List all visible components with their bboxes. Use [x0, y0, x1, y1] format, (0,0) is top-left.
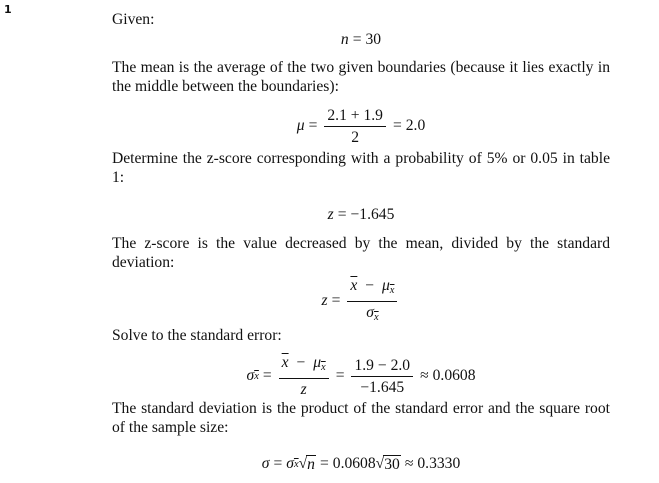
paragraph-standard-error: Solve to the standard error: [112, 327, 282, 344]
equation-z-definition [112, 276, 610, 323]
eq-zdef-denominator [363, 302, 381, 326]
eq-se-sigma: σ [246, 367, 255, 384]
eq-sd-coefficient: 0.0608 [332, 455, 376, 472]
eq-se-approx: ≈ [420, 367, 429, 384]
eq-se-equals-2: = [335, 367, 345, 384]
eq-mu-lhs: μ [296, 117, 305, 134]
paragraph-mean: The mean is the average of the two given boundaries (because it lies exactly in the middle between the boundaries): [112, 59, 610, 95]
eq-n-value: 30 [365, 31, 382, 48]
eq-se-denominator-1: z [300, 381, 307, 398]
eq-zdef-lhs: z [321, 292, 328, 309]
eq-sd-radicand-2: 30 [384, 456, 400, 473]
eq-se-numerator-1 [279, 354, 329, 379]
eq-se-sigma-sub: $\overline{x}$ [254, 370, 259, 382]
eq-zdef-mu: μ [381, 276, 390, 294]
equation-standard-error [112, 356, 610, 396]
eq-sd-radical-2: √ [375, 455, 385, 472]
eq-n-var: n [340, 31, 349, 48]
eq-se-minus: − [296, 354, 306, 371]
paragraph-standard-deviation: The standard deviation is the product of the standard error and the square root of the sample size: [112, 400, 610, 436]
eq-z-var: z [327, 206, 334, 223]
eq-se-mu: μ [313, 354, 322, 371]
eq-zdef-minus: − [365, 276, 375, 294]
eq-mu-fraction [324, 107, 386, 146]
eq-se-numerator-2: 1.9 − 2.0 [351, 357, 413, 377]
eq-se-xbar: $\overline{x}$ [281, 354, 289, 371]
eq-zdef-numerator [347, 277, 397, 302]
eq-mu-denominator: 2 [351, 128, 360, 146]
eq-zdef-sigma-sub: x [373, 311, 379, 323]
eq-mu-equals: = [308, 117, 318, 134]
eq-n-equals: = [352, 31, 362, 48]
eq-zdef-equals: = [331, 292, 341, 309]
eq-se-result: 0.0608 [432, 367, 476, 384]
eq-mu-numerator: 2.1 + 1.9 [324, 107, 386, 127]
equation-z [112, 205, 610, 225]
eq-mu-result: 2.0 [405, 117, 426, 134]
eq-se-fraction-2 [351, 357, 413, 396]
eq-z-equals: = [337, 206, 347, 223]
equation-standard-deviation [112, 453, 610, 475]
eq-sd-radical: √ [298, 455, 308, 472]
eq-sd-sigma-sub: $\overline{x}$ [293, 458, 299, 470]
eq-zdef-sigma: σ [366, 303, 374, 321]
eq-se-equals: = [262, 367, 272, 384]
eq-sd-radicand: n [307, 456, 315, 473]
eq-se-mu-sub: x [321, 362, 326, 373]
page-number: 1 [4, 3, 12, 16]
eq-sd-equals-2: = [319, 455, 329, 472]
paragraph-z-score: Determine the z-score corresponding with a probability of 5% or 0.05 in table 1: [112, 150, 610, 186]
eq-zdef-xbar: $\overline{x}$ [350, 276, 358, 294]
eq-sd-approx: ≈ [404, 455, 414, 472]
paragraph-z-definition: The z-score is the value decreased by the mean, divided by the standard deviation: [112, 235, 610, 271]
equation-mu [112, 106, 610, 146]
eq-sd-result: 0.3330 [417, 455, 461, 472]
eq-se-fraction-1 [279, 354, 329, 398]
eq-zdef-fraction [347, 277, 397, 326]
eq-se-denominator-2: −1.645 [360, 378, 405, 396]
eq-z-value: −1.645 [350, 206, 395, 223]
equation-n [112, 30, 610, 50]
eq-sd-sigma: σ [286, 455, 294, 472]
eq-sd-lhs: σ [261, 455, 270, 472]
eq-sd-equals: = [273, 455, 283, 472]
eq-mu-equals-2: = [392, 117, 402, 134]
eq-zdef-mu-sub: x [389, 284, 395, 296]
given-label: Given: [112, 11, 155, 28]
